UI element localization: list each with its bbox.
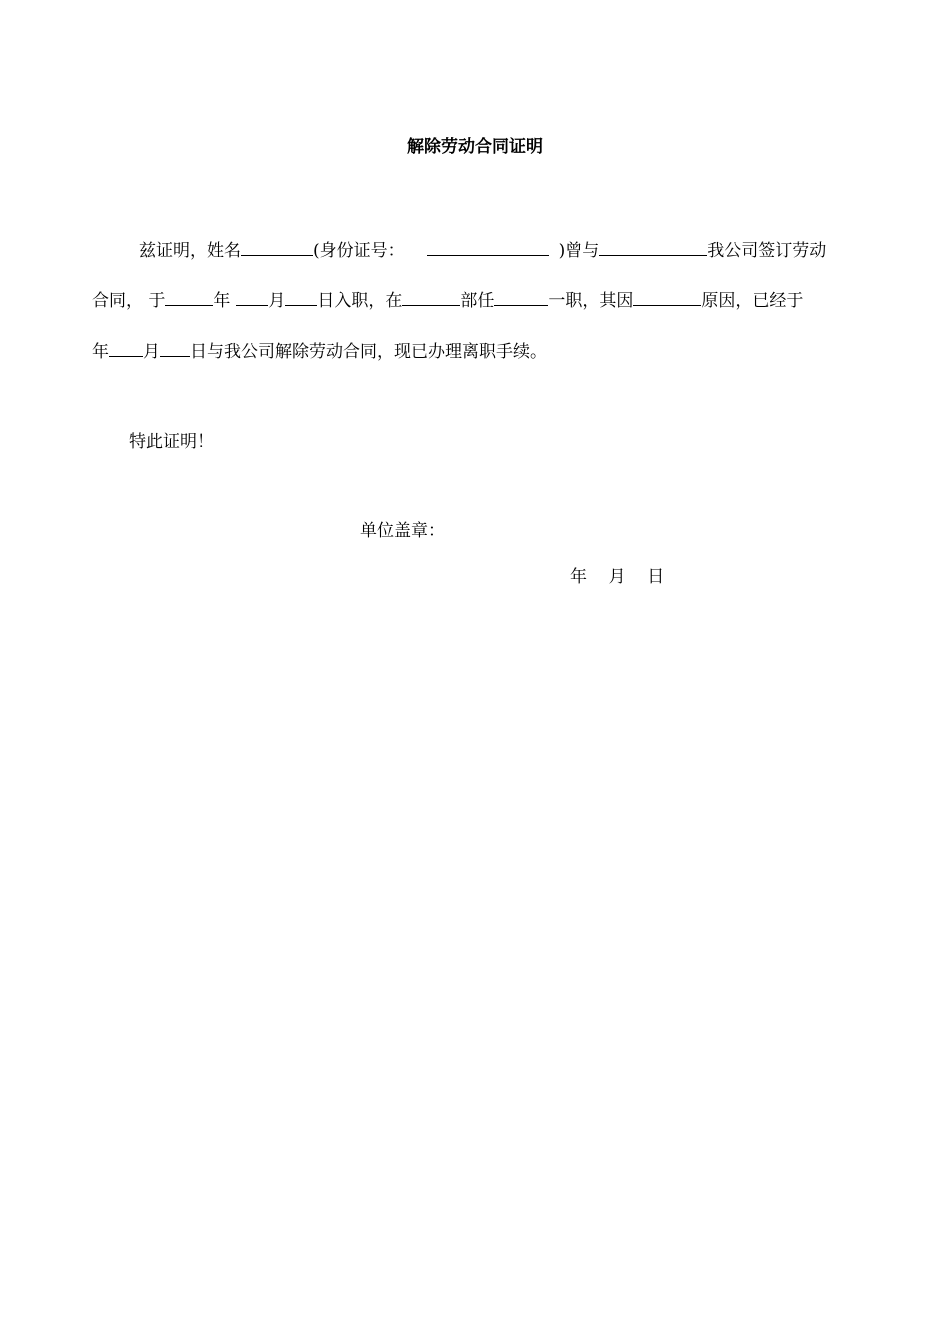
document-title: 解除劳动合同证明 [407,137,543,157]
text-day-joined: 日入职，在 [317,291,403,311]
leave-month-blank [109,339,143,357]
body-line-2 [92,288,803,312]
join-day-blank [285,288,317,306]
text-reason-already: 原因，已经于 [701,291,804,311]
name-blank [241,238,313,256]
text-month-2: 月 [143,342,160,362]
text-department-role: 部任 [460,291,495,311]
company-seal-label: 单位盖章： [360,521,445,541]
body-line-3 [92,339,547,363]
body-line-1 [139,238,826,262]
text-position-reason: 一职，其因 [548,291,634,311]
text-terminated: 日与我公司解除劳动合同，现已办理离职手续。 [190,342,547,362]
text-year-2: 年 [92,342,109,362]
id-number-blank [427,238,549,256]
signature-date: 年 月 日 [570,567,665,587]
leave-day-blank [160,339,190,357]
closing-statement: 特此证明！ [129,432,214,452]
text-contract-on: 合同， 于 [92,291,166,311]
company-blank [599,238,707,256]
text-certify-name: 兹证明，姓名 [139,241,241,261]
text-signed-contract: 我公司签订劳动 [707,241,827,261]
department-blank [402,288,460,306]
position-blank [494,288,548,306]
text-month: 月 [268,291,286,311]
join-year-blank [165,288,213,306]
join-month-blank [236,288,268,306]
text-id-number: (身份证号： [313,241,405,261]
text-once-with: )曾与 [558,241,600,261]
text-year: 年 [213,291,231,311]
reason-blank [633,288,701,306]
